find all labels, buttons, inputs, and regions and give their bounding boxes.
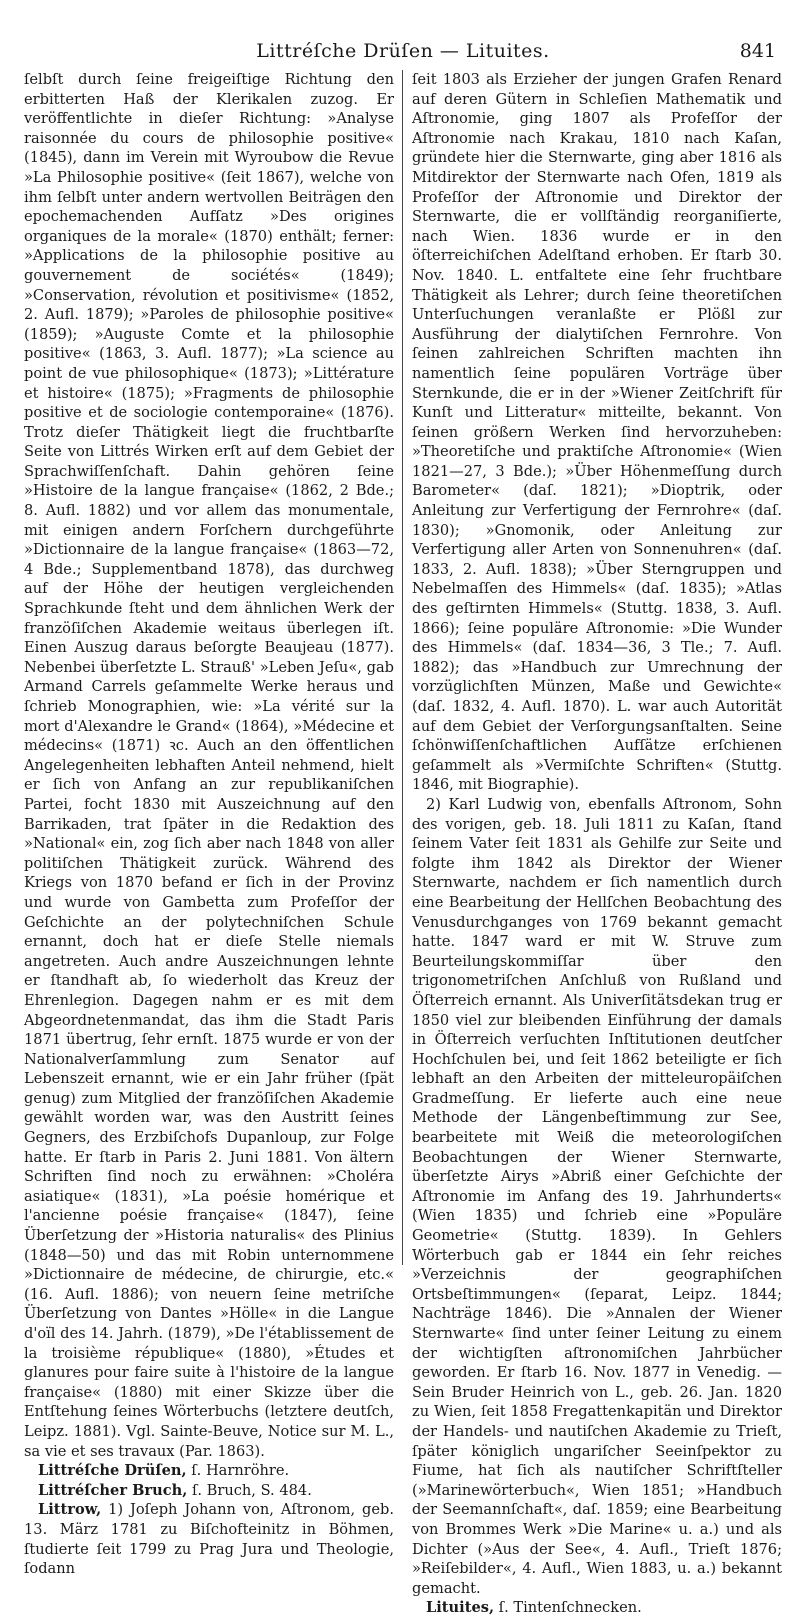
paragraph: 2) Karl Ludwig von, ebenfalls Aſtronom, Sohn des vorigen, geb. 18. Juli 1811 zu Kaſan, ſtand ſeinem Vater ſeit 1831 als Gehilfe zur Seite und folgte ihm 1842 als Direktor der Wiener Sternwarte, nachdem er ſich namentlich durch eine Bearbeitung der Hellſchen Beobachtung des Venusdurchganges von 1769 bekannt gemacht hatte. 1847 ward er mit W. Struve zum Beurteilungskommiſſar über den trigonometriſchen Anſchluß von Rußland und Öſterreich ernannt. Als Univerſitätsdekan trug er 1850 viel zur bleibenden Einführung der damals in Öſterreich verſuchten Inſtitutionen deutſcher Hochſchulen bei, und ſeit 1862 beteiligte er ſich lebhaft an den Arbeiten der mitteleuropäiſchen Gradmeſſung. Er lieferte auch eine neue Methode der Längenbeſtimmung zur See, bearbeitete mit Weiß die meteorologiſchen Beobachtungen der Wiener Sternwarte, überſetzte Airys »Abriß einer Geſchichte der Aſtronomie im Anfang des 19. Jahrhunderts« (Wien 1835) und ſchrieb eine »Populäre Geometrie« (Stuttg. 1839). In Gehlers Wörterbuch gab er 1844 ein ſehr reiches »Verzeichnis der geographiſchen Ortsbeſtimmungen« (ſeparat, Leipz. 1844; Nachträge 1846). Die »Annalen der Wiener Sternwarte« ſind unter ſeiner Leitung zu einem der wichtigſten aſtronomiſchen Jahrbücher geworden. Er ſtarb 16. Nov. 1877 in Venedig. — Sein Bruder Heinrich von L., geb. 26. Jan. 1820 zu Wien, ſeit 1858 Fregattenkapitän und Direktor der Handels- und nautiſchen Akademie zu Trieſt, ſpäter königlich ungariſcher Seeinſpektor zu Fiume, hat ſich als nautiſcher Schriftſteller (»Marinewörterbuch«, Wien 1851; »Handbuch der Seemannſchaft«, daſ. 1859; eine Bearbeitung von Brommes Werk »Die Marine« u. a.) und als Dichter (»Aus der See«, 4. Aufl., Trieſt 1876; »Reiſebilder«, 4. Aufl., Wien 1883, u. a.) bekannt gemacht. (412, 795, 782, 1597)
page-number: 841 (739, 40, 776, 62)
entry-lituites (412, 1598, 782, 1618)
left-column (24, 70, 403, 1578)
text-columns (24, 70, 782, 1617)
right-column (403, 70, 782, 1617)
entry-text: 1) Joſeph Johann von, Aſtronom, geb. 13. März 1781 zu Biſchofteinitz in Böhmen, ſtudierte ſeit 1799 zu Prag Jura und Theologie, ſodann (24, 1501, 394, 1578)
entry-text: ſ. Harnröhre. (186, 1462, 290, 1480)
entry-headword: Lituites, (426, 1599, 495, 1617)
entry-headword: Littréſche Drüſen, (38, 1462, 187, 1480)
entry-headword: Littréſcher Bruch, (38, 1481, 188, 1499)
page-header (24, 40, 782, 68)
entry-littresche-druesen (24, 1461, 394, 1481)
entry-text: ſ. Bruch, S. 484. (187, 1481, 312, 1499)
paragraph: ſeit 1803 als Erzieher der jungen Grafen Renard auf deren Gütern in Schleſien Mathematik und Aſtronomie, ging 1807 als Profeſſor der Aſtronomie nach Krakau, 1810 nach Kaſan, gründete hier die Sternwarte, ging aber 1816 als Mitdirektor der Sternwarte nach Ofen, 1819 als Profeſſor der Aſtronomie und Direktor der Sternwarte, die er vollſtändig reorganiſierte, nach Wien. 1836 wurde er in den öſterreichiſchen Adelſtand erhoben. Er ſtarb 30. Nov. 1840. L. entfaltete eine ſehr fruchtbare Thätigkeit als Lehrer; durch ſeine theoretiſchen Unterſuchungen veranlaßte er Plößl zur Ausführung der dialytiſchen Fernrohre. Von ſeinen zahlreichen Schriften machten ihn namentlich ſeine populären Vorträge über Sternkunde, die er in der »Wiener Zeitſchrift für Kunſt und Litteratur« mitteilte, bekannt. Von ſeinen größern Werken ſind hervorzuheben: »Theoretiſche und praktiſche Aſtronomie« (Wien 1821—27, 3 Bde.); »Über Höhenmeſſung durch Barometer« (daſ. 1821); »Dioptrik, oder Anleitung zur Verfertigung der Fernrohre« (daſ. 1830); »Gnomonik, oder Anleitung zur Verfertigung aller Arten von Sonnenuhren« (daſ. 1833, 2. Aufl. 1838); »Über Sterngruppen und Nebelmaſſen des Himmels« (daſ. 1835); »Atlas des geſtirnten Himmels« (Stuttg. 1838, 3. Aufl. 1866); ſeine populäre Aſtronomie: »Die Wunder des Himmels« (daſ. 1834—36, 3 Tle.; 7. Aufl. 1882); das »Handbuch zur Umrechnung der vorzüglichſten Münzen, Maße und Gewichte« (daſ. 1832, 4. Aufl. 1870). L. war auch Autorität auf dem Gebiet der Verſorgungsanſtalten. Seine ſchönwiſſenſchaftlichen Aufſätze erſchienen geſammelt als »Vermiſchte Schriften« (Stuttg. 1846, mit Biographie). (412, 71, 782, 794)
entry-littrescher-bruch (24, 1481, 394, 1501)
entry-text: ſ. Tintenſchnecken. (494, 1599, 642, 1617)
entry-littrow (24, 1500, 394, 1578)
running-head: Littréſche Drüſen — Lituites. (256, 40, 550, 62)
paragraph: ſelbſt durch ſeine freigeiſtige Richtung den erbitterten Haß der Klerikalen zuzog. Er veröffentlichte in dieſer Richtung: »Analyse raisonnée du cours de philosophie positive« (1845), dann im Verein mit Wyroubow die Revue »La Philosophie positive« (ſeit 1867), welche von ihm ſelbſt unter andern wertvollen Beiträgen den epochemachenden Aufſatz »Des origines organiques de la morale« (1870) enthält; ferner: »Applications de la philosophie positive au gouvernement de sociétés« (1849); »Conservation, révolution et positivisme« (1852, 2. Aufl. 1879); »Paroles de philosophie positive« (1859); »Auguste Comte et la philosophie positive« (1863, 3. Aufl. 1877); »La science au point de vue philosophique« (1873); »Littérature et histoire« (1875); »Fragments de philosophie positive et de sociologie contemporaine« (1876). Trotz dieſer Thätigkeit liegt die fruchtbarſte Seite von Littrés Wirken erſt auf dem Gebiet der Sprachwiſſenſchaft. Dahin gehören ſeine »Histoire de la langue française« (1862, 2 Bde.; 8. Aufl. 1882) und vor allem das monumentale, mit einigen andern Forſchern durchgeführte »Dictionnaire de la langue française« (1863—72, 4 Bde.; Supplementband 1878), das durchweg auf der Höhe der heutigen vergleichenden Sprachkunde ſteht und dem ähnlichen Werk der franzöſiſchen Akademie weitaus überlegen iſt. Einen Auszug daraus beſorgte Beaujeau (1877). Nebenbei überſetzte L. Strauß' »Leben Jeſu«, gab Armand Carrels geſammelte Werke heraus und ſchrieb Monographien, wie: »La vérité sur la mort d'Alexandre le Grand« (1864), »Médecine et médecins« (1871) ꝛc. Auch an den öffentlichen Angelegenheiten lebhaften Anteil nehmend, hielt er ſich von Anfang an zur republikaniſchen Partei, focht 1830 mit Auszeichnung auf den Barrikaden, trat ſpäter in die Redaktion des »National« ein, zog ſich aber nach 1848 von aller politiſchen Thätigkeit zurück. Während des Kriegs von 1870 befand er ſich in der Provinz und wurde von Gambetta zum Profeſſor der Geſchichte an der polytechniſchen Schule ernannt, doch hat er dieſe Stelle niemals angetreten. Auch andre Auszeichnungen lehnte er ſtandhaft ab, ſo wiederholt das Kreuz der Ehrenlegion. Dagegen nahm er es mit dem Abgeordnetenmandat, das ihm die Stadt Paris 1871 übertrug, ſehr ernſt. 1875 wurde er von der Nationalverſammlung zum Senator auf Lebenszeit ernannt, wie er ein Jahr früher (ſpät genug) zum Mitglied der franzöſiſchen Akademie gewählt worden war, was den Austritt ſeines Gegners, des Erzbiſchofs Dupanloup, zur Folge hatte. Er ſtarb in Paris 2. Juni 1881. Von ältern Schriften ſind noch zu erwähnen: »Choléra asiatique« (1831), »La poésie homérique et l'ancienne poésie française« (1847), ſeine Überſetzung der »Historia naturalis« des Plinius (1848—50) und das mit Robin unternommene »Dictionnaire de médecine, de chirurgie, etc.« (16. Aufl. 1886); von neuern ſeine metriſche Überſetzung von Dantes »Hölle« in die Langue d'oïl des 14. Jahrh. (1879), »De l'établissement de la troisième république« (1880), »Études et glanures pour faire suite à l'histoire de la langue française« (1880) mit einer Skizze über die Entſtehung ſeines Wörterbuchs (letztere deutſch, Leipz. 1881). Vgl. Sainte-Beuve, Notice sur M. L., sa vie et ses travaux (Par. 1863). (24, 71, 394, 1460)
entry-headword: Littrow, (38, 1501, 102, 1519)
